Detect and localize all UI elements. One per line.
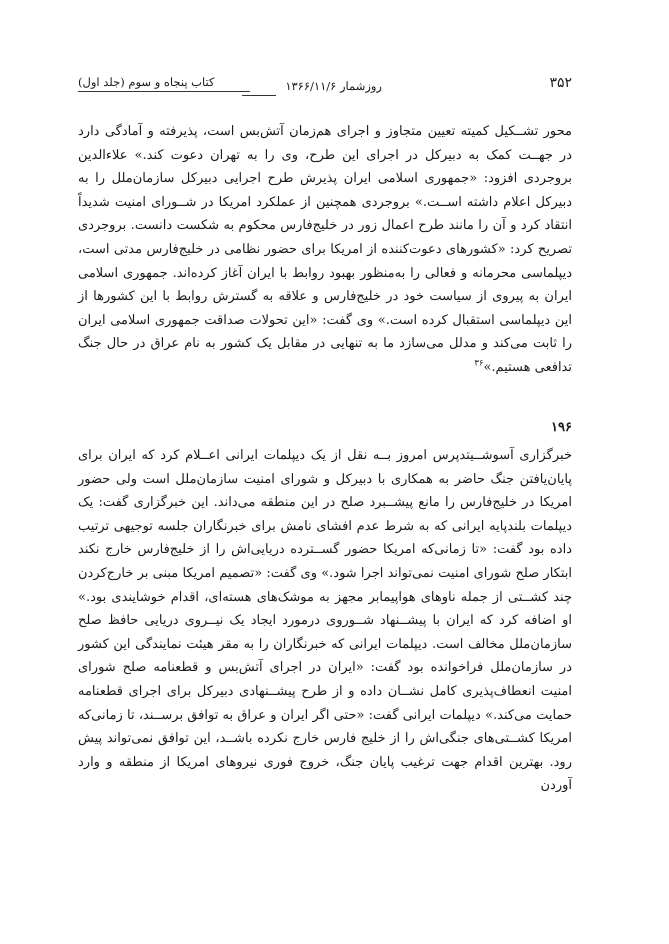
- entry-text: خبرگزاری آسوشــیتدپرس امروز بــه نقل از یک دیپلمات ایرانی اعــلام کرد که ایران برای پایان‌یافتن جنگ حاضر به همکاری با دبیرکل و شورای امنیت سازمان‌ملل است ولی حضور امریکا در خلیج‌فارس را مانع پیشــبرد صلح در این منطقه می‌داند. این خبرگزاری گفت: یک دیپلمات بلندپایه ایرانی که به شرط عدم افشای نامش برای خبرنگاران جلسه توجیهی ترتیب داده بود گفت: «تا زمانی‌که امریکا حضور گســترده دریایی‌اش را از خلیج‌فارس خارج نکند ابتکار صلح شورای امنیت نمی‌تواند اجرا شود.» وی گفت: «تصمیم امریکا مبنی بر خارج‌کردن چند کشــتی از جمله ناوهای هواپیمابر مجهز به موشک‌های هسته‌ای، اقدام خوشایندی بود.» او اضافه کرد که ایران با پیشــنهاد شــوروی درمورد ایجاد یک نیــروی دریایی حافظ صلح سازمان‌ملل مخالف است. دیپلمات ایرانی که خبرنگاران را به مقر هیئت نمایندگی این کشور در سازمان‌ملل فراخوانده بود گفت: «ایران در اجرای آتش‌بس و قطعنامه صلح شورای امنیت انعطاف‌پذیری کامل نشــان داده و از طرح پیشــنهادی دبیرکل برای اجرای قطعنامه حمایت می‌کند.» دیپلمات ایرانی گفت: «حتی اگر ایران و عراق به توافق برســند، تا زمانی‌که امریکا کشــتی‌های جنگی‌اش را از خلیج فارس خارج نکرده باشــد، این توافق نمی‌تواند پیش رود. بهترین اقدام جهت ترغیب پایان جنگ، خروج فوری نیروهای امریکا از منطقه و وارد آوردن: [78, 448, 572, 794]
- header-rule-short: [242, 95, 276, 96]
- running-header: [78, 74, 572, 96]
- entry-paragraph: [78, 120, 572, 380]
- entry-number: ۱۹۶: [551, 420, 572, 435]
- footnote-marker: ۳۶: [474, 358, 484, 369]
- entry-paragraph: [78, 444, 572, 798]
- header-rule: [78, 91, 250, 92]
- page-number: ۳۵۲: [549, 75, 572, 91]
- book-title: کتاب پنجاه و سوم (جلد اول): [78, 75, 215, 89]
- diary-date: روزشمار ۱۳۶۶/۱۱/۶: [285, 79, 382, 93]
- entry-text: محور تشــکیل کمیته تعیین متجاوز و اجرای هم‌زمان آتش‌بس است، پذیرفته و آمادگی دارد در جهــت کمک به دبیرکل در اجرای این طرح، وی را به تهران دعوت کند.» علاءالدین بروجردی افزود: «جمهوری اسلامی ایران پذیرش طرح اجرایی دبیرکل سازمان‌ملل را به دبیرکل اعلام داشته اســت.» بروجردی همچنین از عملکرد امریکا در شــورای امنیت شدیداً انتقاد کرد و آن را مانند طرح اعمال زور در خلیج‌فارس محکوم به شکست دانست. بروجردی تصریح کرد: «کشورهای دعوت‌کننده از امریکا برای حضور نظامی در خلیج‌فارس مدتی است، دیپلماسی محرمانه و فعالی را به‌منظور بهبود روابط با ایران آغاز کرده‌اند. جمهوری اسلامی ایران به پیروی از سیاست خود در خلیج‌فارس و علاقه به گسترش روابط با این کشورها از این دیپلماسی استقبال کرده است.» وی گفت: «این تحولات صداقت جمهوری اسلامی ایران را ثابت می‌کند و مدلل می‌سازد ما به تنهایی در مقابل یک کشور به نام عراق در حال جنگ تدافعی هستیم.»: [78, 124, 572, 375]
